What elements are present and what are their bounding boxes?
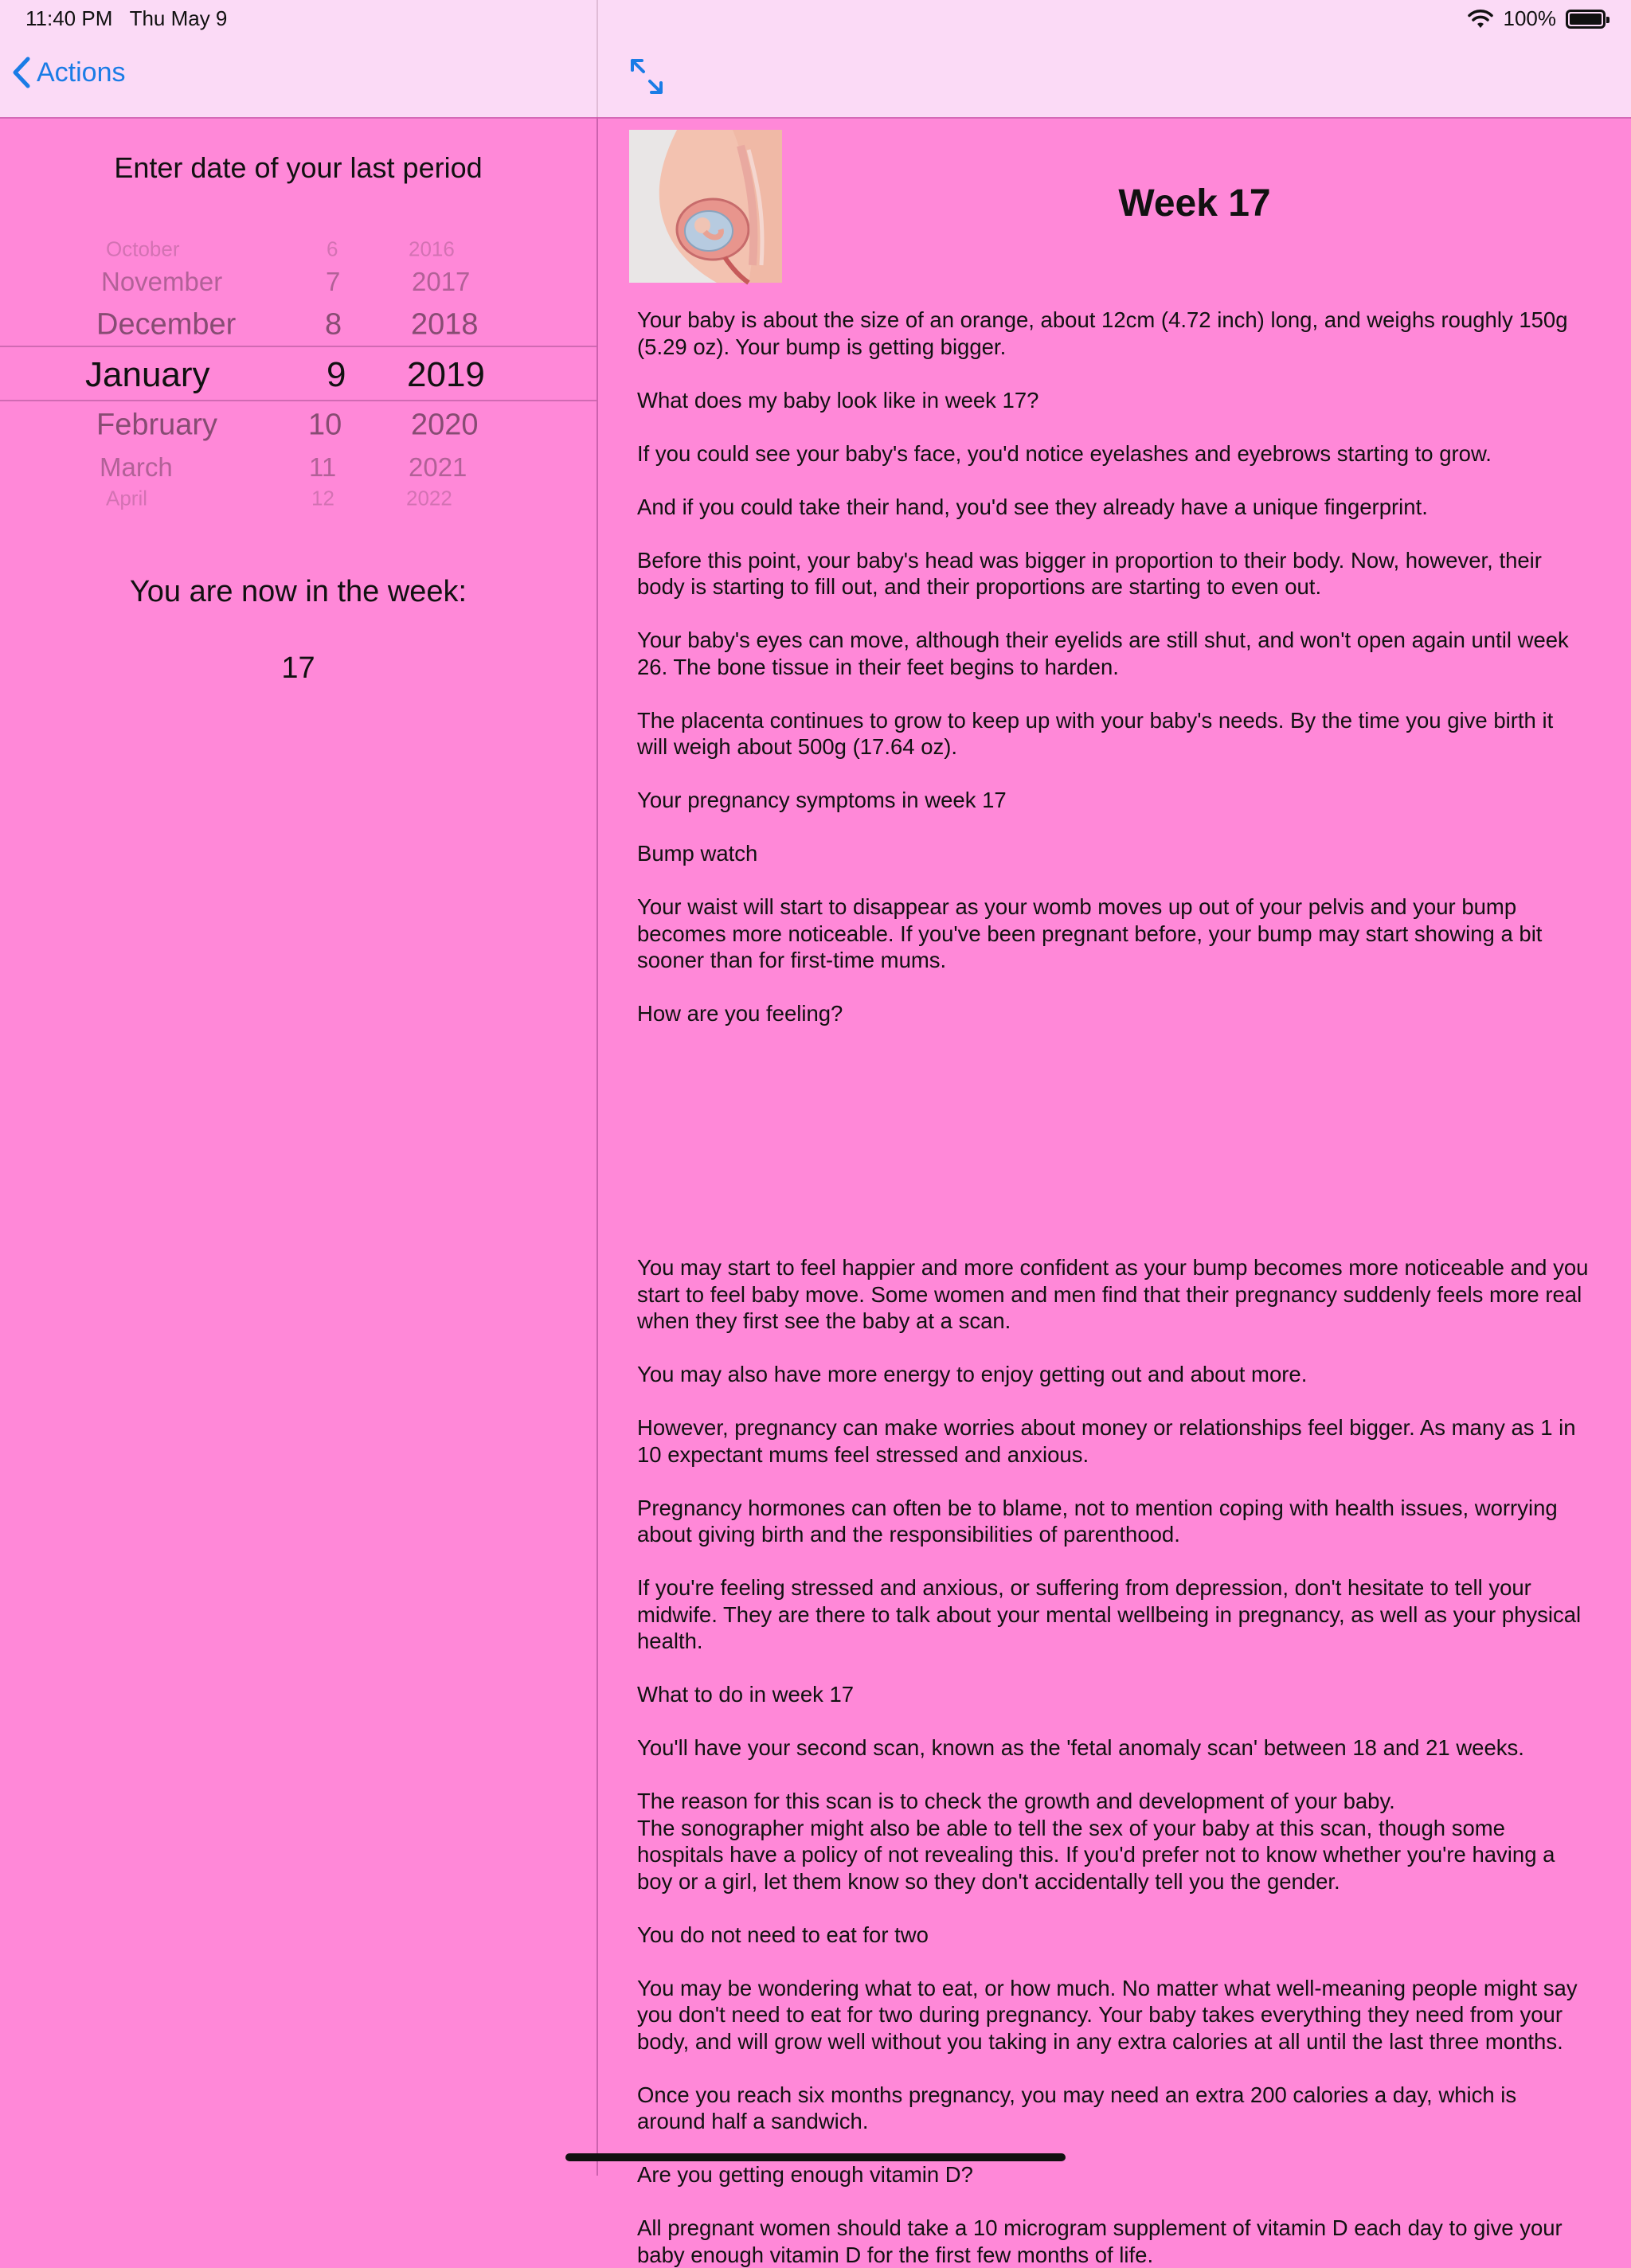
picker-year: 2021 xyxy=(409,452,467,482)
picker-month: February xyxy=(96,408,218,442)
split-view-divider xyxy=(596,117,598,2176)
picker-year: 2018 xyxy=(411,307,479,342)
article-paragraph: Pregnancy hormones can often be to blame, not to mention coping with health issues, worrying about giving birth and the responsibilities of parenthood. xyxy=(637,1495,1558,1547)
picker-day-selected: 9 xyxy=(327,355,346,394)
article-paragraph: And if you could take their hand, you'd see they already have a unique fingerprint. xyxy=(637,494,1428,519)
picker-month: March xyxy=(100,452,173,482)
picker-day: 7 xyxy=(326,267,341,296)
article-heading: How are you feeling? xyxy=(637,1001,843,1026)
article-paragraph: You may start to feel happier and more confident as your bump becomes more noticeable and you start to feel baby move. Some women and men find that their pregnancy suddenly feels more real when they first see the baby at a scan. xyxy=(637,1255,1589,1333)
article-heading: Are you getting enough vitamin D? xyxy=(637,2162,973,2187)
picker-month: November xyxy=(101,267,223,296)
battery-percent: 100% xyxy=(1503,6,1556,30)
chevron-left-icon xyxy=(11,56,32,89)
battery-icon xyxy=(1566,10,1606,29)
picker-year: 2016 xyxy=(409,237,455,261)
status-date-text: Thu May 9 xyxy=(129,6,228,30)
article-heading: Your pregnancy symptoms in week 17 xyxy=(637,788,1007,812)
picker-year-selected: 2019 xyxy=(407,355,485,394)
picker-year: 2022 xyxy=(406,486,452,510)
picker-month-selected: January xyxy=(85,355,210,394)
week-article-continued xyxy=(637,1254,1589,2267)
article-paragraph: The placenta continues to grow to keep up with your baby's needs. By the time you give birth it will weigh about 500g (17.64 oz). xyxy=(637,707,1554,759)
pregnancy-diagram-icon xyxy=(629,130,782,283)
picker-year: 2017 xyxy=(412,267,471,296)
status-time xyxy=(25,6,227,31)
article-paragraph: The reason for this scan is to check the growth and development of your baby. xyxy=(637,1789,1395,1813)
picker-day: 12 xyxy=(311,486,334,510)
article-paragraph: Your waist will start to disappear as your womb moves up out of your pelvis and your bump becomes more noticeable. If you've been pregnant before, your bump may start showing a bit sooner than for first-time mums. xyxy=(637,894,1543,972)
picker-day: 11 xyxy=(309,452,337,482)
article-paragraph: If you could see your baby's face, you'd notice eyelashes and eyebrows starting to grow. xyxy=(637,440,1492,466)
back-button[interactable] xyxy=(11,56,126,89)
article-paragraph: If you're feeling stressed and anxious, or suffering from depression, don't hesitate to tell your midwife. They are there to talk about your mental wellbeing in pregnancy, as well as your physical health. xyxy=(637,1575,1582,1653)
expand-icon[interactable] xyxy=(629,57,664,96)
article-paragraph: You may be wondering what to eat, or how much. No matter what well-meaning people might say you don't need to eat for two during pregnancy. Your baby takes everything they need from your body, and will grow well without you taking in any extra calories at all until the last three months. xyxy=(637,1975,1578,2054)
article-paragraph: Before this point, your baby's head was bigger in proportion to their body. Now, however, their body is starting to fill out, and their proportions are starting to even out. xyxy=(637,547,1542,599)
picker-year: 2020 xyxy=(411,408,479,442)
picker-month: October xyxy=(106,237,180,261)
article-heading: Bump watch xyxy=(637,841,758,866)
article-heading: You do not need to eat for two xyxy=(637,1922,929,1947)
home-indicator[interactable] xyxy=(565,2153,1066,2161)
back-button-label: Actions xyxy=(37,57,126,88)
topbar-divider xyxy=(596,0,598,117)
article-heading: What does my baby look like in week 17? xyxy=(637,387,1039,413)
picker-day: 10 xyxy=(308,408,342,442)
date-prompt-label: Enter date of your last period xyxy=(114,151,483,184)
article-heading: What to do in week 17 xyxy=(637,1682,855,1707)
picker-month: December xyxy=(96,307,237,342)
article-paragraph: You may also have more energy to enjoy getting out and about more. xyxy=(637,1362,1308,1386)
article-paragraph: Your baby is about the size of an orange, about 12cm (4.72 inch) long, and weighs roughly 150g (5.29 oz). Your bump is getting bigger. xyxy=(637,307,1568,359)
article-paragraph: All pregnant women should take a 10 microgram supplement of vitamin D each day to give your baby enough vitamin D for the first few months of life. xyxy=(637,2215,1563,2267)
article-paragraph: You'll have your second scan, known as the 'fetal anomaly scan' between 18 and 21 weeks. xyxy=(637,1735,1524,1760)
picker-month: April xyxy=(106,486,148,510)
week-value: 17 xyxy=(281,651,315,685)
status-indicators xyxy=(1467,6,1606,31)
picker-selection-band xyxy=(0,346,596,401)
picker-day: 6 xyxy=(327,237,338,261)
article-paragraph: The sonographer might also be able to tell the sex of your baby at this scan, though some hospitals have a policy of not revealing this. If you'd prefer not to know whether you're having a boy or a girl, let them know so they don't accidentally tell you the gender. xyxy=(637,1815,1555,1894)
week-title: Week 17 xyxy=(1118,182,1271,225)
week-article xyxy=(637,307,1589,1254)
fetus-illustration xyxy=(629,130,782,283)
article-paragraph: However, pregnancy can make worries about money or relationships feel bigger. As many as 1 in 10 expectant mums feel stressed and anxious. xyxy=(637,1415,1576,1467)
article-paragraph: Your baby's eyes can move, although their eyelids are still shut, and won't open again until week 26. The bone tissue in their feet begins to harden. xyxy=(637,628,1569,679)
wifi-icon xyxy=(1467,9,1494,29)
picker-day: 8 xyxy=(325,307,342,342)
week-label: You are now in the week: xyxy=(129,575,467,608)
navigation-bar xyxy=(0,0,1631,119)
status-time-text: 11:40 PM xyxy=(25,6,113,30)
article-paragraph: Once you reach six months pregnancy, you may need an extra 200 calories a day, which is around half a sandwich. xyxy=(637,2082,1517,2133)
